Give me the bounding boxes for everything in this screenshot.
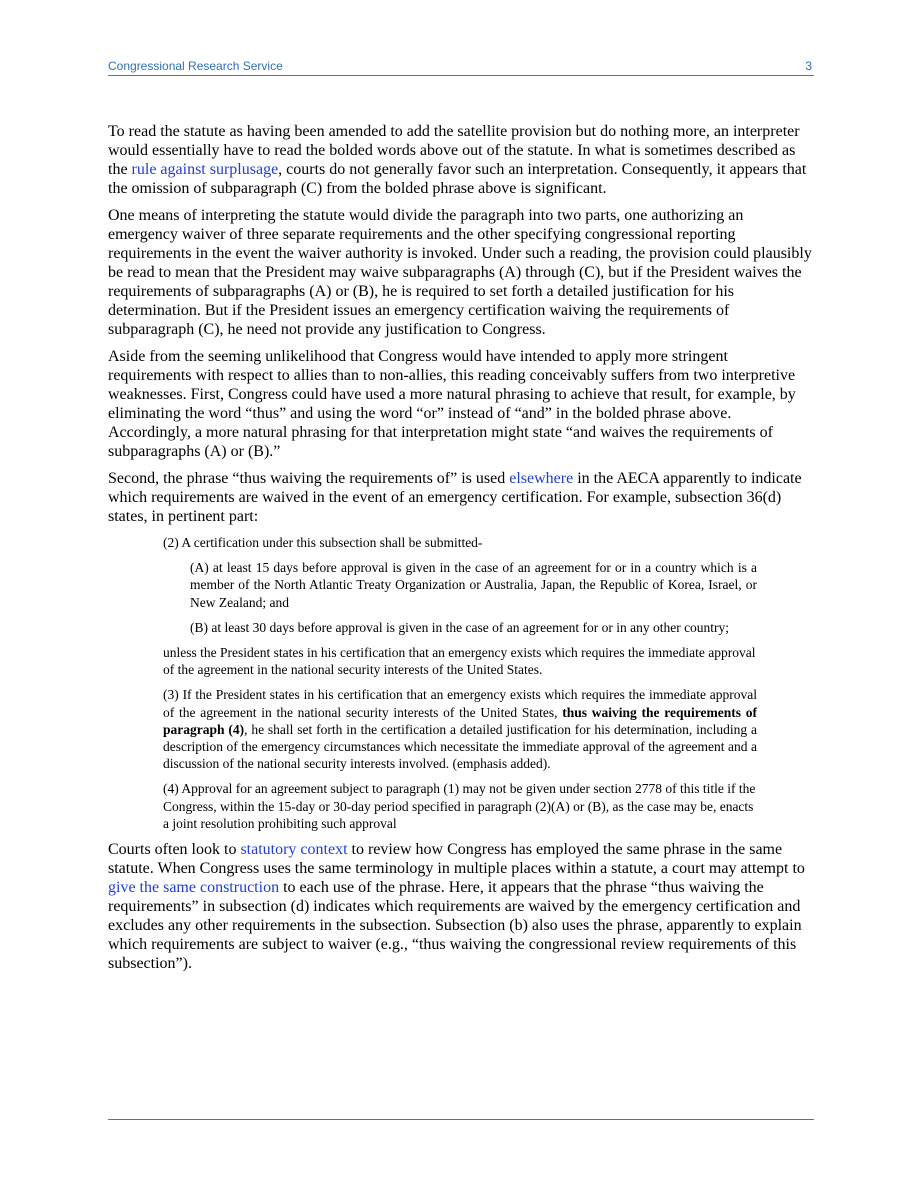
- paragraph-weaknesses: Aside from the seeming unlikelihood that Congress would have intended to apply more stringent requirements with respect to allies than to non-allies, this reading conceivably suffers from two interpretive weaknesses. First, Congress could have used a more natural phrasing to achieve that result, for example, by eliminating the word “thus” and using the word “or” instead of “and” in the bolded phrase above. Accordingly, a more natural phrasing for that interpretation might state “and waives the requirements of subparagraphs (A) or (B).”: [108, 348, 796, 460]
- text-span: (3) If the President states in his certification that an emergency exists which requires the immediate approval of the agreement in the national security interests of the United States,: [163, 687, 757, 720]
- link-rule-against-surplusage[interactable]: rule against surplusage: [131, 161, 279, 178]
- link-elsewhere[interactable]: elsewhere: [509, 470, 574, 487]
- quote-subparagraph-b: (B) at least 30 days before approval is given in the case of an agreement for or in any other country;: [190, 619, 730, 635]
- page-header: [108, 57, 814, 76]
- text-span: , courts do not generally favor such an interpretation. Consequently, it appears that the omission of subparagraph (C) from the bolded phrase above is significant.: [108, 161, 807, 197]
- link-statutory-context[interactable]: statutory context: [240, 841, 348, 859]
- paragraph-elsewhere: [108, 469, 814, 526]
- header-org-name: Congressional Research Service: [108, 59, 283, 73]
- text-span: in the AECA apparently to indicate which requirements are waived in the event of an emergency certification. For example, subsection 36(d) states, in pertinent part:: [108, 470, 802, 525]
- quote-unless-clause: unless the President states in his certification that an emergency exists which requires the immediate approval of the agreement in the national security interests of the United States.: [163, 645, 756, 678]
- paragraph-statutory-context: [108, 840, 814, 973]
- quote-paragraph-4: (4) Approval for an agreement subject to paragraph (1) may not be given under section 2778 of this title if the Congress, within the 15-day or 30-day period specified in paragraph (2)(A) or (B), as the case may be, enacts a joint resolution prohibiting such approval: [163, 781, 756, 831]
- emphasis-text: thus waiving the requirements of paragraph (4): [163, 704, 757, 737]
- link-give-same-construction[interactable]: give the same construction: [108, 879, 280, 897]
- text-span: Second, the phrase “thus waiving the requirements of” is used: [108, 470, 510, 487]
- paragraph-interpretation: One means of interpreting the statute would divide the paragraph into two parts, one authorizing an emergency waiver of three separate requirements and the other specifying congressional reporting requirements in the event the waiver authority is invoked. Under such a reading, the provision could plausibly be read to mean that the President may waive subparagraphs (A) through (C), but if the President waives the requirements of subparagraphs (A) or (B), he is required to set forth a detailed justification for his determination. But if the President issues an emergency certification waiving the requirements of subparagraph (C), he need not provide any justification to Congress.: [108, 207, 812, 338]
- document-body: [108, 122, 814, 981]
- text-span: To read the statute as having been amended to add the satellite provision but do nothing more, an interpreter would essentially have to read the bolded words above out of the statute. In what is sometimes described as the: [108, 123, 800, 178]
- footer-divider: [108, 1119, 814, 1120]
- text-span: , he shall set forth in the certification a detailed justification for his determination, including a description of the emergency circumstances which necessitate the immediate approval of the agreement and a discussion of the national security interests involved. (emphasis added).: [163, 721, 757, 772]
- quote-subparagraph-a: (A) at least 15 days before approval is given in the case of an agreement for or in a country which is a member of the North Atlantic Treaty Organization or Australia, Japan, the Republic of Korea, Israel, or New Zealand; and: [190, 560, 757, 610]
- text-span: to review how Congress has employed the same phrase in the same statute. When Congress uses the same terminology in multiple places within a statute, a court may attempt to: [108, 841, 805, 878]
- text-span: Courts often look to: [108, 841, 241, 859]
- text-span: to each use of the phrase. Here, it appears that the phrase “thus waiving the requirements” in subsection (d) indicates which requirements are waived by the emergency certification and excludes any other requirements in the subsection. Subsection (b) also uses the phrase, apparently to explain which requirements are subject to waiver (e.g., “thus waiving the congressional review requirements of this subsection”).: [108, 879, 802, 973]
- paragraph-surplusage: [108, 122, 814, 198]
- page-number: 3: [805, 59, 812, 73]
- statute-block-quote: [108, 534, 814, 832]
- quote-paragraph-2: (2) A certification under this subsection shall be submitted-: [163, 535, 483, 550]
- quote-paragraph-3: [163, 686, 757, 772]
